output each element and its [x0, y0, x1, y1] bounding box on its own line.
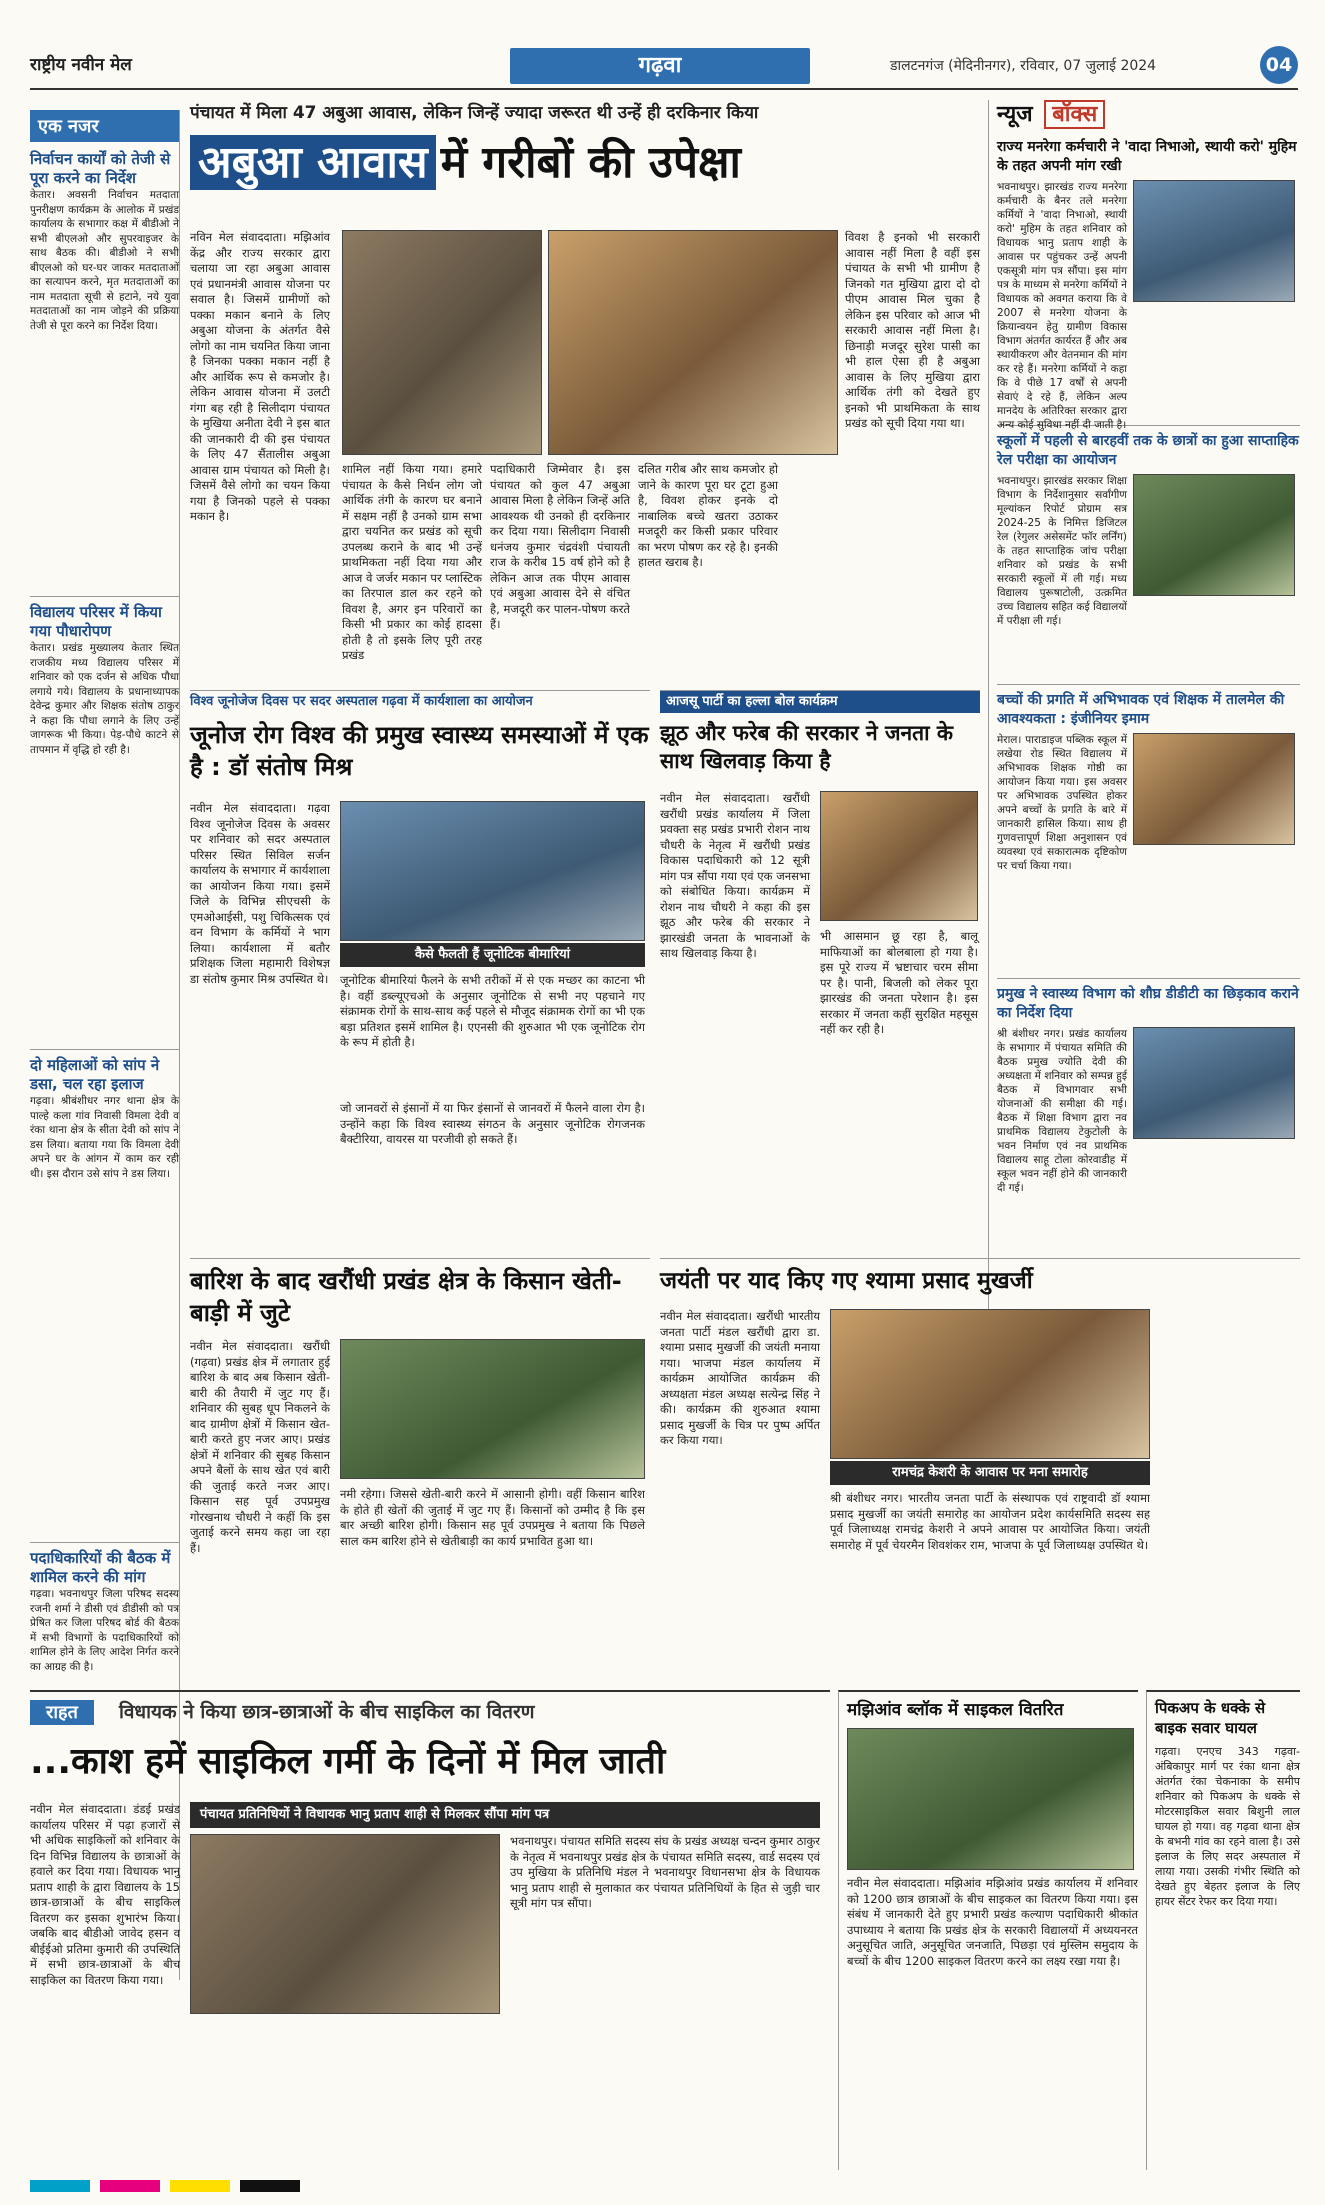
news-box-body: भवनाथपुर। झारखंड राज्य मनरेगा कर्मचारी के बैनर तले मनरेगा कर्मियों ने 'वादा निभाओ, स्थायी करो' मुहिम के तहत शनिवार को विधायक भानु प्रताप शाही के आवास पर पहुंचकर उन्हें अपनी एकसूत्री मांग पत्र सौंपा। इस मांग पत्र के माध्यम से मनरेगा कर्मियों ने विधायक को अवगत कराया कि वे 2007 से मनरेगा योजना के क्रियान्वयन हेतु ग्रामीण विकास विभाग अंतर्गत कार्यरत हैं और अब स्थायीकरण और वेतनमान की मांग कर रहे हैं। मनरेगा कर्मियों ने कहा कि वे पीछे 17 वर्षों से अपनी सेवाएं दे रहे हैं, लेकिन अल्प मानदेय के अतिरिक्त सरकार द्वारा अन्य कोई सुविधा नहीं दी जाती है।	[997, 181, 1127, 431]
news-boxes-column	[988, 100, 1300, 1410]
news-box-photo	[1133, 180, 1295, 302]
ek-nazar-item-body: गढ़वा। श्रीबंशीधर नगर थाना क्षेत्र के पाल्हे कला गांव निवासी विमला देवी व रंका थाना क्षेत्र के सीता देवी को सांप ने डस लिया। बताया गया कि विमला देवी अपने घर के आंगन में काम कर रही थी। इस दौरान उसे सांप ने डस लिया।	[30, 1095, 179, 1180]
ek-nazar-item	[30, 150, 179, 588]
lead-kicker: पंचायत में मिला 47 अबुआ आवास, लेकिन जिन्हें ज्यादा जरूरत थी उन्हें ही दरकिनार किया	[190, 103, 759, 123]
shyama-headline: जयंती पर याद किए गए श्यामा प्रसाद मुखर्जी	[660, 1268, 1033, 1294]
lead-photo-2	[548, 230, 838, 455]
news-box-title: राज्य मनरेगा कर्मचारी ने 'वादा निभाओ, स्थायी करो' मुहिम के तहत अपनी मांग रखी	[997, 139, 1297, 174]
ek-nazar-item-title: पदाधिकारियों की बैठक में शामिल करने की मांग	[30, 1549, 171, 1586]
news-boxes-label-b: बॉक्स	[1044, 100, 1105, 129]
workshop-col-3: जो जानवरों से इंसानों में या फिर इंसानों से जानवरों में फैलने वाला रोग है। उन्होंने कहा कि विश्व स्वास्थ्य संगठन के अनुसार जूनोटिक रोगजनक बैक्टीरिया, वायरस या परजीवी हो सकते हैं।	[340, 1101, 645, 1146]
news-box	[997, 684, 1300, 968]
ajsu-photo	[820, 791, 978, 921]
pickup-story	[1146, 1690, 1300, 2170]
news-box-title: बच्चों की प्रगति में अभिभावक एवं शिक्षक में तालमेल की आवश्यकता : इंजीनियर इमाम	[997, 692, 1285, 727]
lead-story	[190, 100, 980, 680]
ek-nazar-item	[30, 1049, 179, 1534]
cycle-kicker: विधायक ने किया छात्र-छात्राओं के बीच साइकिल का वितरण	[118, 1701, 535, 1723]
cycle-headline: ...काश हमें साइकिल गर्मी के दिनों में मिल जाती	[30, 1741, 666, 1782]
ek-nazar-item-body: केतार। प्रखंड मुख्यालय केतार स्थित राजकीय मध्य विद्यालय परिसर में शनिवार को एक दर्जन से अधिक पौधा लगाये गये। विद्यालय के प्रधानाध्यापक देवेन्द्र कुमार और शिक्षक संतोष ठाकुर ने कहा कि पौधा लगाने के लिए उन्हें जागरूक भी किया। पेड़-पौधे काटने से तापमान में वृद्धि हो रही है।	[30, 642, 179, 756]
workshop-story	[190, 690, 650, 1250]
shyama-col-1: नवीन मेल संवाददाता। खरौंधी भारतीय जनता पार्टी मंडल खरौंधी द्वारा डा. श्यामा प्रसाद मुखर्जी की जयंती मनाया गया। भाजपा मंडल कार्यालय में कार्यक्रम आयोजित कार्यक्रम की अध्यक्षता मंडल अध्यक्ष सत्येन्द्र सिंह ने की। कार्यक्रम की शुरुआत श्यामा प्रसाद मुखर्जी के चित्र पर पुष्प अर्पित कर किया गया।	[660, 1309, 820, 1447]
news-box-body: भवनाथपुर। झारखंड सरकार शिक्षा विभाग के निर्देशानुसार सर्वांगीण मूल्यांकन रिपोर्ट प्रोग्राम सत्र 2024-25 के निमित्त डिजिटल रेल (रेगुलर असेसमेंट फॉर लर्निंग) के तहत साप्ताहिक जांच परीक्षा शनिवार को प्रखंड के सभी सरकारी स्कूलों में ली गई। मध्य विद्यालय पुरूषाटोली, उत्क्रमित उच्च विद्यालय सहित कई विद्यालयों में परीक्षा ली गई।	[997, 475, 1127, 627]
ek-nazar-item-title: दो महिलाओं को सांप ने डसा, चल रहा इलाज	[30, 1056, 160, 1093]
ajsu-kicker: आजसू पार्टी का हल्ला बोल कार्यक्रम	[660, 691, 980, 713]
lead-col-1: नविन मेल संवाददाता। मझिआंव केंद्र और राज्य सरकार द्वारा चलाया जा रहा अबुआ आवास एवं प्रधानमंत्री आवास योजना पर सवाल है। जिसमें ग्रामीणों को पक्का मकान बनाने के लिए अबुआ योजना के अंतर्गत वैसे लोगो का नाम चयनित किया जाना है जिनका पक्का मकान नहीं है और आर्थिक रूप से कमजोर है। लेकिन आवास योजना में उलटी गंगा बह रही है सिलीदाग पंचायत के मुखिया अनीता देवी ने इस बात की जानकारी दी की इस पंचायत के लिए 47 सैंतालीस अबुआ आवास ग्राम पंचायत को मिली है। जिसमें वैसे लोगो का चयन किया गया है जिनको पहले से पक्का मकान है।	[190, 230, 330, 523]
majhiaon-headline: मझिआंव ब्लॉक में साइकल वितरित	[847, 1700, 1064, 1720]
ajsu-col-2: भी आसमान छू रहा है, बालू माफियाओं का बोलबाला हो गया है। इस पूरे राज्य में भ्रष्टाचार चरम सीमा पर है। पानी, बिजली को लेकर पूरा झारखंड की जनता परेशान है। इस सरकार में जनता कहीं सुरक्षित महसूस नहीं कर रही है।	[820, 929, 978, 1036]
cycle-label: राहत	[30, 1700, 94, 1725]
shyama-col-2: श्री बंशीधर नगर। भारतीय जनता पार्टी के संस्थापक एवं राष्ट्रवादी डॉ श्यामा प्रसाद मुखर्जी का जयंती समारोह का आयोजन प्रदेश कार्यसमिति सदस्य सह पूर्व जिलाध्यक्ष रामचंद्र केशरी ने अपने आवास पर आयोजित किया। जयंती समारोह में पूर्व चेयरमैन शिवशंकर राम, भाजपा के पूर्व जिलाध्यक्ष उपस्थित थे।	[830, 1491, 1150, 1552]
workshop-photo-caption: कैसे फैलती हैं जूनोटिक बीमारियां	[340, 943, 645, 967]
lead-photo-1	[342, 230, 542, 455]
lead-col-2: शामिल नहीं किया गया। हमारे पंचायत के कैसे निर्धन लोग जो आर्थिक तंगी के कारण घर बनाने में सक्षम नहीं है उनको ग्राम सभा द्वारा चयनित कर प्रखंड को सूची उपलब्ध कराने के बाद भी उन्हें प्राथमिकता नहीं दिया गया और आज वे जर्जर मकान पर प्लास्टिक का तिरपाल डाल कर रहने को विवश है, अगर इन परिवारों का किसी भी प्रकार का कोई हादसा होती है तो इसके लिए पूरी तरह प्रखंड	[342, 462, 482, 662]
news-boxes-label-a: न्यूज	[997, 102, 1033, 127]
ek-nazar-item-body: गढ़वा। भवनाथपुर जिला परिषद सदस्य रजनी शर्मा ने डीसी एवं डीडीसी को पत्र प्रेषित कर जिला परिषद बोर्ड की बैठक में सभी विभागों के पदाधिकारियों को शामिल होने के लिए आदेश निर्गत करने का आग्रह की है।	[30, 1588, 179, 1673]
rain-headline: बारिश के बाद खरौंधी प्रखंड क्षेत्र के किसान खेती-बाड़ी में जुटे	[190, 1267, 622, 1327]
cycle-photo	[190, 1834, 500, 2014]
ajsu-headline: झूठ और फरेब की सरकार ने जनता के साथ खिलवाड़ किया है	[660, 721, 954, 773]
majhiaon-story	[838, 1690, 1138, 2170]
pickup-body: गढ़वा। एनएच 343 गढ़वा-अंबिकापुर मार्ग पर रंका थाना क्षेत्र अंतर्गत रंका चेकनाका के समीप शनिवार को पिकअप के धक्के से मोटरसाइकिल सवार बिशुनी लाल घायल हो गया। वह गढ़वा थाना क्षेत्र के बभनी गांव का रहने वाला है। उसे इलाज के लिए सदर अस्पताल में लाया गया। उसकी गंभीर स्थिति को देखते हुए बेहतर इलाज के लिए हायर सेंटर रेफर कर दिया गया।	[1155, 1745, 1300, 1908]
lead-headline	[190, 132, 980, 202]
masthead	[30, 44, 1298, 90]
news-box-photo	[1133, 1027, 1295, 1139]
ajsu-story	[660, 690, 980, 1250]
news-box-photo	[1133, 733, 1295, 845]
lead-headline-rest: में गरीबों की उपेक्षा	[440, 137, 741, 188]
pickup-headline: पिकअप के धक्के से बाइक सवार घायल	[1155, 1699, 1266, 1737]
lead-col-5: विवश है इनको भी सरकारी आवास नहीं मिला है वहीं इस पंचायत के सभी भी ग्रामीण है जिनको गत मुखिया द्वारा दो दो पीएम आवास मिल चुका है लेकिन इस परिवार को आज भी सरकारी आवास नहीं मिला है। छिनाड़ी मजदूर सुरेश पासी का भी हाल ऐसा ही है अबुआ आवास के लिए मुखिया द्वारा आर्थिक तंगी को देखते हुए इनको भी प्राथमिकता के साथ प्रखंड को सूची दिया गया था।	[845, 230, 980, 430]
workshop-col-1: नवीन मेल संवाददाता। गढ़वा विश्व जूनोजेज दिवस के अवसर पर शनिवार को सदर अस्पताल परिसर स्थित सिविल सर्जन कार्यालय के सभागार में कार्यशाला का आयोजन किया गया। इसमें जिले के विभिन्न सीएचसी के एमओआईसी, पशु चिकित्सक एवं वन विभाग के कर्मियों ने भाग लिया। कार्यशाला में बतौर प्रशिक्षक जिला महामारी विशेषज्ञ डा संतोष कुमार मिश्र उपस्थित थे।	[190, 801, 330, 986]
news-box-title: प्रमुख ने स्वास्थ्य विभाग को शौघ्र डीडीटी का छिड़काव कराने का निर्देश दिया	[997, 986, 1299, 1021]
workshop-headline: जूनोज रोग विश्व की प्रमुख स्वास्थ्य समस्याओं में एक है : डॉ संतोष मिश्र	[190, 721, 649, 781]
section-title: गढ़वा	[638, 53, 682, 78]
cycle-col-2: भवनाथपुर। पंचायत समिति सदस्य संघ के प्रखंड अध्यक्ष चन्दन कुमार ठाकुर के नेतृत्व में भवनाथपुर प्रखंड क्षेत्र के पंचायत समिति सदस्य, वार्ड सदस्य एवं उप मुखिया के प्रतिनिधि मंडल ने भवनाथपुर विधानसभा क्षेत्र के विधायक भानु प्रताप शाही से मुलाकात कर पंचायत प्रतिनिधियों के हित से जुड़ी चार सूत्री मांग पत्र सौंपा।	[510, 1834, 820, 1910]
registration-bar	[30, 2180, 1298, 2192]
paper-name: राष्ट्रीय नवीन मेल	[30, 55, 132, 75]
page-number: 04	[1260, 46, 1298, 84]
dateline: डालटनगंज (मेदिनीनगर), रविवार, 07 जुलाई 2024	[890, 58, 1157, 74]
shyama-photo-caption: रामचंद्र केशरी के आवास पर मना समारोह	[830, 1461, 1150, 1485]
ek-nazar-item-body: केतार। अवसनी निर्वाचन मतदाता पुनरीक्षण कार्यक्रम के आलोक में प्रखंड कार्यालय के सभागार कक्ष में बीडीओ ने सभी बीएलओ और सुपरवाइजर के साथ बैठक की। बीडीओ ने सभी बीएलओ को घर-घर जाकर मतदाताओं का सत्यापन करने, मृत मतदाताओं का नाम मतदाता सूची से हटाने, नये युवा मतदाताओं का नाम जोड़ने की प्रक्रिया तेजी से पूरा करने का निर्देश दिया।	[30, 189, 179, 332]
cycle-story	[30, 1690, 830, 2170]
ajsu-col-1: नवीन मेल संवाददाता। खरौंधी खरौंधी प्रखंड कार्यालय में जिला प्रवक्ता सह प्रखंड प्रभारी रोशन नाथ चौधरी के नेतृत्व में खरौंधी प्रखंड विकास पदाधिकारी को 12 सूत्री मांग पत्र सौंपा गया एवं एक जनसभा को संबोधित किया। कार्यक्रम में रोशन नाथ चौधरी ने कहा की इस झूठ और फरेब की सरकार ने झारखंडी जनता के भावनाओं के साथ खिलवाड़ किया है।	[660, 791, 810, 960]
cycle-subkicker: पंचायत प्रतिनिधियों ने विधायक भानु प्रताप शाही से मिलकर सौंपा मांग पत्र	[190, 1802, 820, 1828]
ek-nazar-label: एक नजर	[30, 110, 179, 142]
ek-nazar-item-title: विद्यालय परिसर में किया गया पौधारोपण	[30, 603, 162, 640]
news-box	[997, 138, 1300, 431]
lead-col-3: पदाधिकारी जिम्मेवार है। इस पंचायत को कुल 47 अबुआ आवास मिला है लेकिन जिन्हें अति आवश्यक थी उनको ही दरकिनार कर दिया गया। सिलीदाग निवासी धनंजय कुमार चंद्रवंशी पंचायती राज के करीब 15 वर्ष होने को है लेकिन आज तक पीएम आवास एवं अबुआ आवास देने से वंचित है, मजदूरी कर पालन-पोषण करते हैं।	[490, 462, 630, 631]
news-box-body: श्री बंशीधर नगर। प्रखंड कार्यालय के सभागार में पंचायत समिति की बैठक प्रमुख ज्योति देवी की अध्यक्षता में शनिवार को सम्पन्न हुई बैठक में विभागवार सभी योजनाओं की समीक्षा की गई। बैठक में शिक्षा विभाग द्वारा नव प्राथमिक विद्यालय टेकुटोली के भवन निर्माण एवं नव प्राथमिक विद्यालय साहू टोला कोरवाडीह में स्कूल भवन नहीं होने की जानकारी दी गई।	[997, 1028, 1127, 1194]
ek-nazar-item	[30, 596, 179, 1041]
cycle-col-1: नवीन मेल संवाददाता। डंडई प्रखंड कार्यालय परिसर में पढ़ा हजारों से भी अधिक साइकिलों को शनिवार के दिन विभिन्न विद्यालय के छात्राओं के हवाले कर दिया गया। विधायक भानु प्रताप शाही के द्वारा विद्यालय के 15 छात्र-छात्राओं के बीच साइकिल वितरण कर इसका शुभारंभ किया। जबकि बाद बीडीओ जावेद हसन व बीईईओ प्रतिमा कुमारी की उपस्थिति में सभी छात्र-छात्राओं के बीच साइकिल का वितरण किया गया।	[30, 1802, 180, 1987]
majhiaon-body: नवीन मेल संवाददाता। मझिआंव मझिआंव प्रखंड कार्यालय में शनिवार को 1200 छात्र छात्राओं के बीच साइकल का वितरण किया गया। इस संबंध में जानकारी देते हुए प्रभारी प्रखंड कल्याण पदाधिकारी श्रीकांत उपाध्याय ने बताया कि प्रखंड क्षेत्र के सरकारी विद्यालयों में अध्ययनरत अनुसूचित जाति, अनुसूचित जनजाति, पिछड़ा एवं मुस्लिम समुदाय के बच्चों के बीच 1200 साइकल वितरण करने का लक्ष्य रखा गया है।	[847, 1876, 1138, 1968]
workshop-kicker: विश्व जूनोजेज दिवस पर सदर अस्पताल गढ़वा में कार्यशाला का आयोजन	[190, 694, 533, 709]
workshop-photo	[340, 801, 645, 941]
section-banner	[510, 48, 810, 84]
rain-photo	[340, 1339, 645, 1479]
news-box	[997, 425, 1300, 674]
rain-col-1: नवीन मेल संवाददाता। खरौंधी (गढ़वा) प्रखंड क्षेत्र में लगातार हुई बारिश के बाद अब किसान खेती-बारी की तैयारी में जुट गए हैं। शनिवार की सुबह धूप निकलने के बाद ग्रामीण क्षेत्रों में किसान खेत-बारी करते हुए नजर आए। प्रखंड क्षेत्रों में शनिवार की सुबह किसान अपने बैलों के साथ खेत एवं बारी की जुताई करते नजर आए। किसान सह पूर्व उपप्रमुख गोरखनाथ चौधरी ने कहीं कि इस जुताई करने समय कहा जा रहा हैं।	[190, 1339, 330, 1555]
news-boxes-label	[997, 100, 1300, 130]
rain-story	[190, 1258, 650, 1678]
majhiaon-photo	[847, 1728, 1134, 1870]
cycle-kicker-row	[30, 1698, 830, 1730]
shyama-story	[660, 1258, 1300, 1678]
ek-nazar-item-title: निर्वाचन कार्यों को तेजी से पूरा करने का निर्देश	[30, 150, 171, 187]
lead-col-4: दलित गरीब और साथ कमजोर हो जाने के कारण पूरा घर टूटा हुआ है, विवश होकर इनके दो नाबालिक बच्चे खतरा उठाकर मजदूरी कर किसी प्रकार परिवार का भरण पोषण कर रहे है। इनकी हालत खराब है।	[638, 462, 778, 569]
rain-col-2: नमी रहेगा। जिससे खेती-बारी करने में आसानी होगी। वहीं किसान बारिश के होते ही खेतों की जुताई में जुट गए हैं। किसानों को उम्मीद है कि इस बार अच्छी बारिश होगी। किसान सह पूर्व उपप्रमुख ने बताया कि पिछले साल कम बारिश होने से खेतीबाड़ी का कार्य प्रभावित हुआ था।	[340, 1487, 645, 1548]
news-box	[997, 978, 1300, 1242]
shyama-photo	[830, 1309, 1150, 1459]
news-box-title: स्कूलों में पहली से बारहवीं तक के छात्रों का हुआ साप्ताहिक रेल परीक्षा का आयोजन	[997, 433, 1299, 468]
workshop-col-2: जूनोटिक बीमारियां फैलने के सभी तरीकों में से एक मच्छर का काटना भी है। वहीं डब्ल्यूएचओ के अनुसार जूनोटिक से सभी नए पहचाने गए संक्रामक रोगों के साथ-साथ कई पहले से मौजूद संक्रामक रोगों का भी एक बड़ा प्रतिशत इसमें शामिल है। एएनसी की शुरुआत भी एक जूनोटिक रोग के रूप में होती है।	[340, 973, 645, 1049]
lead-headline-highlight: अबुआ आवास	[190, 135, 436, 190]
news-box-body: मेराल। पाराडाइज पब्लिक स्कूल में लखेया रोड स्थित विद्यालय में अभिभावक शिक्षक गोष्ठी का आयोजन किया गया। इस अवसर पर अभिभावक उपस्थित होकर अपने बच्चों के प्रगति के बारे में जानकारी हासिल किया। साथ ही गुणवत्तापूर्ण शिक्षा अनुशासन एवं व्यवस्था एवं सकारात्मक दृष्टिकोण पर चर्चा किया गया।	[997, 734, 1127, 872]
news-box-photo	[1133, 474, 1295, 596]
